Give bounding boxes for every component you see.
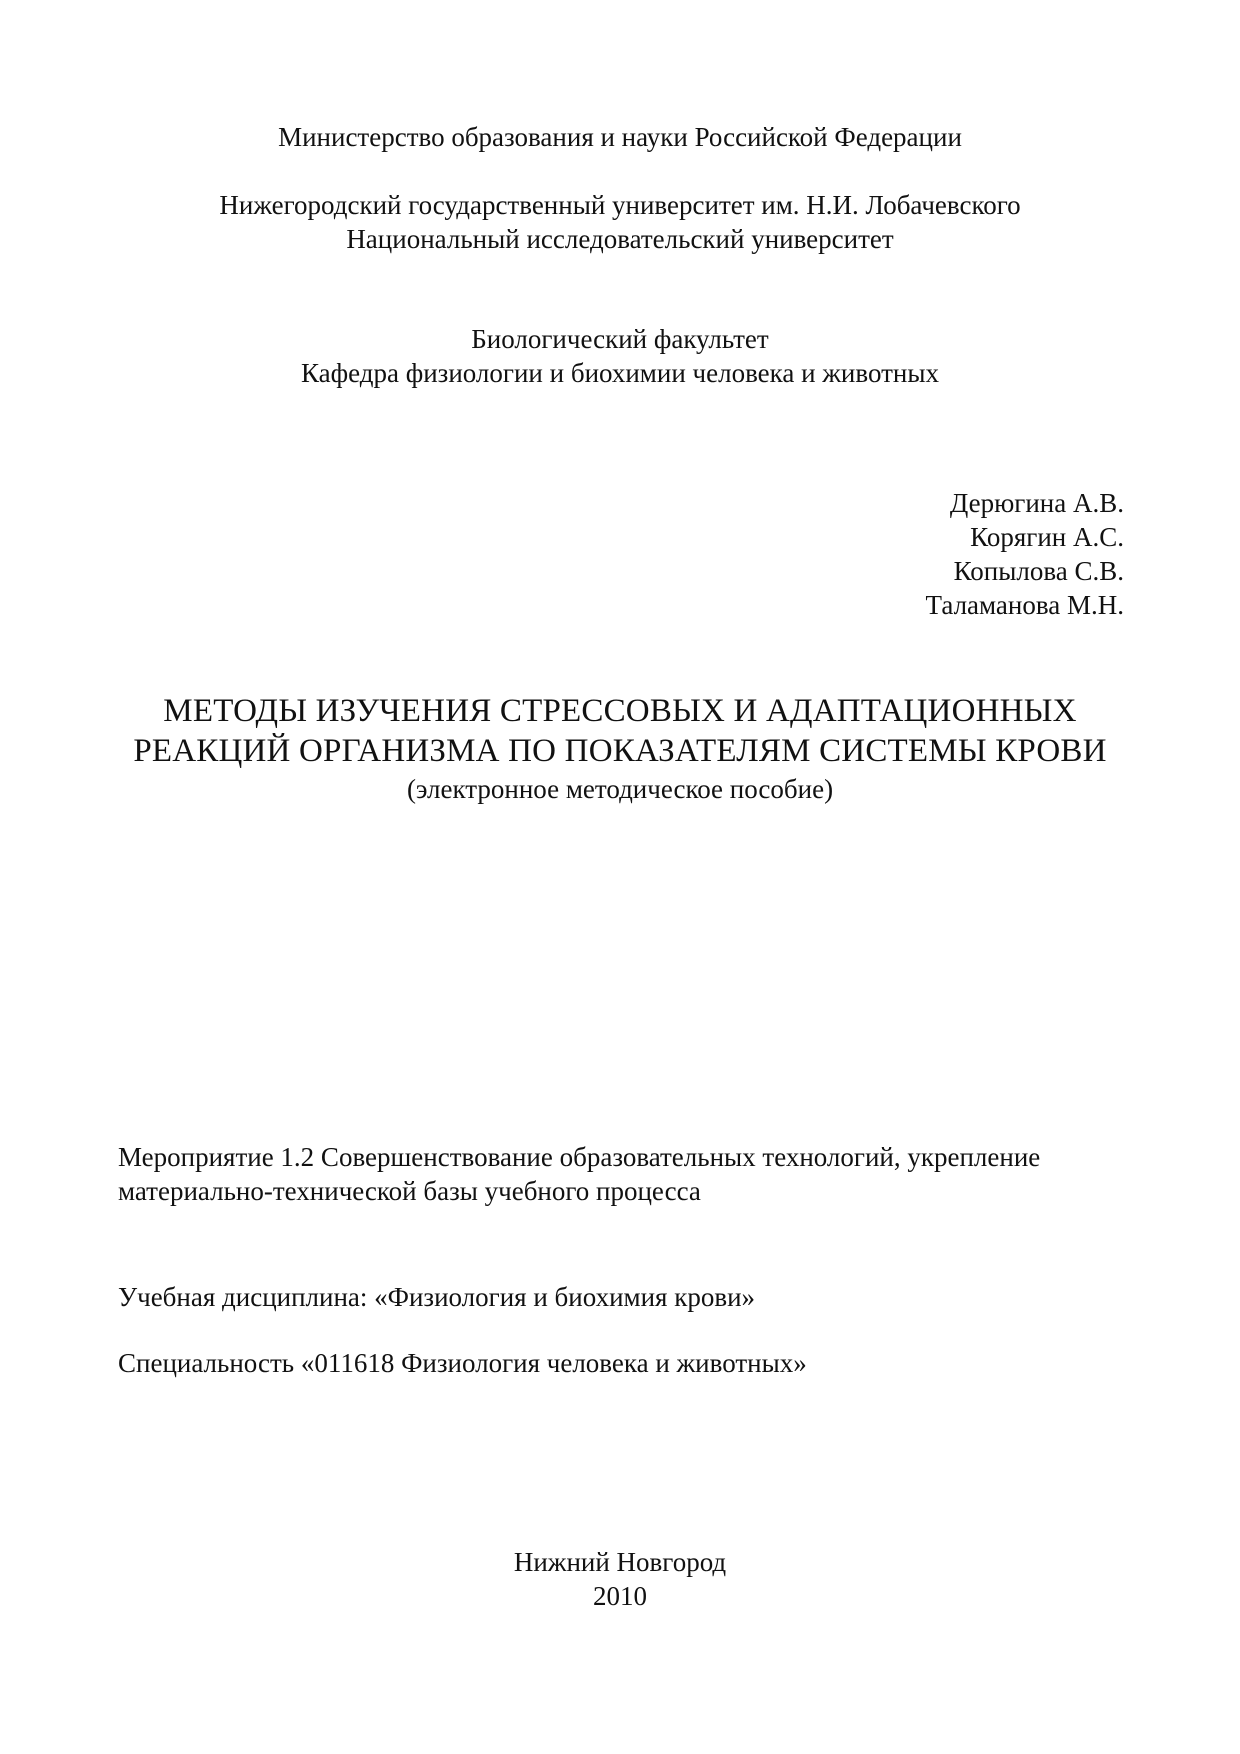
author-4: Таламанова М.Н. <box>925 590 1124 620</box>
document-title-line-2: РЕАКЦИЙ ОРГАНИЗМА ПО ПОКАЗАТЕЛЯМ СИСТЕМЫ КРОВИ <box>133 733 1107 769</box>
university-status: Национальный исследовательский университет <box>346 224 894 254</box>
activity-line-1: Мероприятие 1.2 Совершенствование образовательных технологий, укрепление <box>118 1142 1041 1172</box>
university-name: Нижегородский государственный университет им. Н.И. Лобачевского <box>219 190 1021 220</box>
faculty-name: Биологический факультет <box>471 324 769 354</box>
author-1: Дерюгина А.В. <box>949 488 1124 518</box>
author-2: Корягин А.С. <box>970 522 1124 552</box>
department-name: Кафедра физиологии и биохимии человека и животных <box>301 358 939 388</box>
specialty-line: Специальность «011618 Физиология человека и животных» <box>118 1348 807 1378</box>
activity-line-2: материально-технической базы учебного процесса <box>118 1176 701 1206</box>
publication-year: 2010 <box>593 1581 647 1611</box>
authors-list <box>926 486 1124 622</box>
publication-city: Нижний Новгород <box>513 1547 727 1577</box>
ministry-heading: Министерство образования и науки Российской Федерации <box>278 122 962 152</box>
document-title-line-1: МЕТОДЫ ИЗУЧЕНИЯ СТРЕССОВЫХ И АДАПТАЦИОННЫХ <box>163 693 1077 729</box>
author-3: Копылова С.В. <box>953 556 1124 586</box>
discipline-line: Учебная дисциплина: «Физиология и биохимия крови» <box>118 1282 756 1312</box>
document-subtitle: (электронное методическое пособие) <box>406 774 834 804</box>
